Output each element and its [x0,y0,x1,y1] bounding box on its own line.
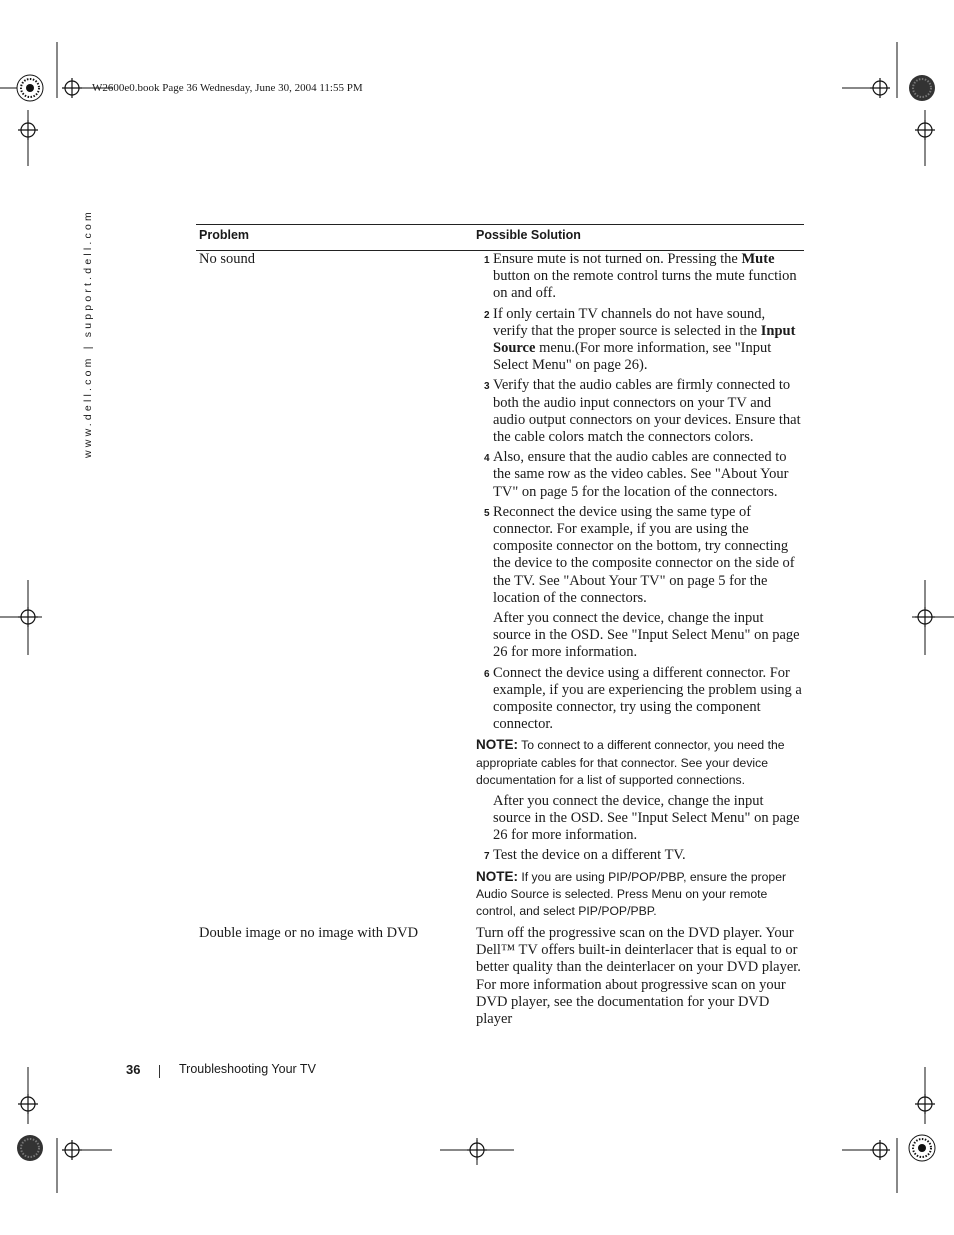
note [476,868,802,921]
table-header [196,224,804,251]
column-header-solution: Possible Solution [476,228,581,242]
note-label: NOTE: [476,737,518,753]
step-text: menu.(For more information, see "Input Select Menu" on page 26). [493,340,772,374]
footer-divider [159,1065,160,1078]
step-followup: After you connect the device, change the input source in the OSD. See "Input Select Menu" on page 26 for more information. [493,792,800,844]
solution-step [476,504,802,607]
step-followup: After you connect the device, change the input source in the OSD. See "Input Select Menu" on page 26 for more information. [493,610,800,661]
solution-step [476,377,802,446]
ui-term: Mute [741,251,775,267]
column-header-problem: Problem [199,228,250,242]
troubleshooting-table [196,224,804,1028]
note-text: If you are using PIP/POP/PBP, ensure the proper Audio Source is selected. Press Menu on your remote control, and select PIP/POP/PBP. [476,869,787,919]
section-title: Troubleshooting Your TV [179,1062,316,1076]
step-text: If only certain TV channels do not have sound, verify that the proper source is selected in the [493,305,766,339]
solution-cell: Turn off the progressive scan on the DVD player. Your Dell™ TV offers built-in deinterlacer that is equal to or better quality than the deinterlacer on your DVD player. For more information about progressive scan on your DVD player, see the documentation for your DVD player [476,925,801,1028]
step-text: button on the remote control turns the mute function on and off. [493,268,797,302]
step-text: Connect the device using a different connector. For example, if you are experiencing the problem using a composite connector, try using the component connector. [493,664,802,733]
step-number: 1 [484,255,490,266]
note-text: To connect to a different connector, you need the appropriate cables for that connector. See your device documentation for a list of supported connections. [476,738,785,788]
step-number: 2 [484,309,490,321]
solution-cell [476,251,802,924]
solution-step [476,306,802,375]
step-text: Reconnect the device using the same type of connector. For example, if you are using the composite connector on the bottom, try connecting the device to the composite connector on the side of the TV. See "About Your TV" on page 5 for the location of the connectors. [493,503,795,606]
step-text: Test the device on a different TV. [493,847,686,864]
page-number: 36 [126,1062,141,1077]
step-number: 3 [484,381,490,393]
step-number: 7 [484,851,490,863]
step-text: Verify that the audio cables are firmly connected to both the audio input connectors on your TV and audio output connectors on your devices. Ensure that the cable colors match the connectors colors. [493,377,801,446]
ui-term: Input Source [493,322,796,357]
solution-step [476,251,802,303]
note-label: NOTE: [476,868,518,884]
note [476,736,802,789]
solution-step [476,665,802,734]
problem-cell: Double image or no image with DVD [199,925,419,941]
step-text: Also, ensure that the audio cables are connected to the same row as the video cables. See "About Your TV" on page 5 for the location of the connectors. [493,449,789,500]
problem-cell: No sound [199,251,255,267]
step-number: 5 [484,507,490,519]
step-number: 4 [484,453,490,465]
step-number: 6 [484,668,490,680]
step-text: Ensure mute is not turned on. Pressing the [493,251,742,267]
side-url: www.dell.com | support.dell.com [82,209,94,458]
solution-step [476,449,802,501]
print-header: W2600e0.book Page 36 Wednesday, June 30, 2004 11:55 PM [92,82,363,94]
solution-step [476,847,802,864]
